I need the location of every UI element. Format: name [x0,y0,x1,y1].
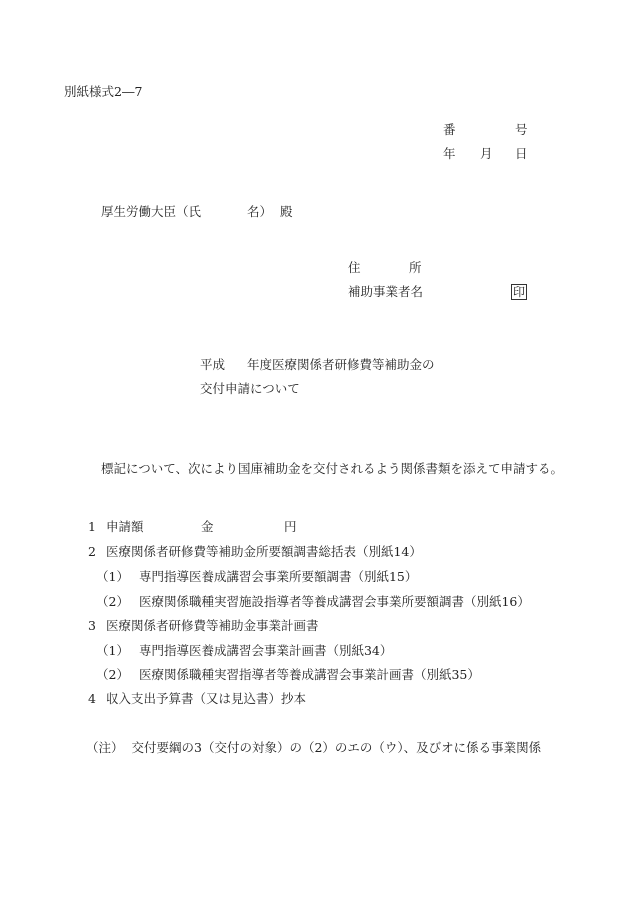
addressee-prefix: 厚生労働大臣（氏 [101,204,202,219]
note-label: （注） [86,740,124,755]
title-rest: 年度医療関係者研修費等補助金の [247,357,435,372]
seal-icon: 印 [513,285,526,299]
list-item-4 [88,693,306,706]
title-line-1 [200,359,435,372]
number-label-right: 号 [515,122,528,137]
list-item-3-2 [96,669,480,682]
item-text: 医療関係者研修費等補助金事業計画書 [105,618,319,633]
list-item-2-1 [96,571,417,584]
note-text: 交付要綱の3（交付の対象）の（2）のエの（ウ）、及びオに係る事業関係 [131,740,542,755]
date-year: 年 [443,146,456,161]
date-month: 月 [480,146,493,161]
item-text: 医療関係者研修費等補助金所要額調書総括表（別紙14） [105,544,422,559]
item-number: （1） [96,569,129,584]
item-number: 2 [88,544,96,559]
item-number: （1） [96,643,129,658]
item-text: 医療関係職種実習施設指導者等養成講習会事業所要額調書（別紙16） [138,594,530,609]
title-line-2: 交付申請について [200,381,300,396]
date-day: 日 [515,146,528,161]
address-label-right: 所 [409,260,422,275]
item-number: 1 [88,519,96,534]
list-item-3 [88,620,318,633]
list-item-3-1 [96,645,392,658]
item-text: 専門指導医養成講習会事業所要額調書（別紙15） [138,569,418,584]
item-number: 3 [88,618,96,633]
note [86,742,541,755]
item-text: 申請額 [105,519,144,534]
amount-suffix: 円 [284,519,297,534]
list-item-1 [88,521,143,534]
body-text: 標記について、次により国庫補助金を交付されるよう関係書類を添えて申請する。 [101,461,564,476]
item-text: 専門指導医養成講習会事業計画書（別紙34） [138,643,393,658]
item-number: （2） [96,667,129,682]
item-text: 医療関係職種実習指導者等養成講習会事業計画書（別紙35） [138,667,480,682]
item-number: 4 [88,691,96,706]
addressee-honorific: 殿 [280,204,293,219]
form-id: 別紙様式2―7 [64,84,143,99]
addressee-suffix: 名） [247,204,273,219]
address-label-left: 住 [348,260,361,275]
amount-prefix: 金 [201,519,214,534]
applicant-name-label: 補助事業者名 [348,284,424,299]
seal-mark [511,284,527,300]
addressee [101,206,293,219]
list-item-2 [88,546,422,559]
item-text: 収入支出予算書（又は見込書）抄本 [105,691,306,706]
item-number: （2） [96,594,129,609]
number-label-left: 番 [443,122,456,137]
list-item-2-2 [96,596,530,609]
title-era: 平成 [200,357,226,372]
